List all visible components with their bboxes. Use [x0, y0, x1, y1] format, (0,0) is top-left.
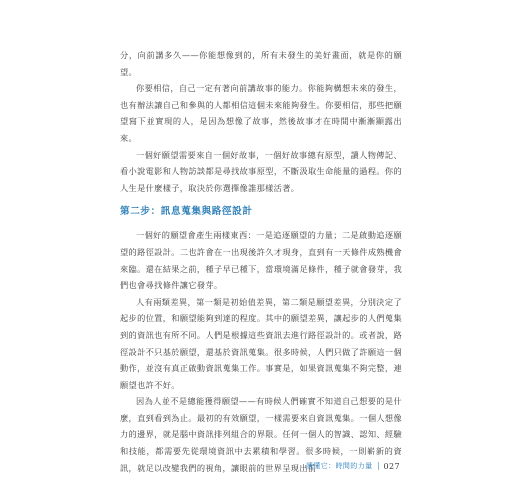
- paragraph: 分，向前講多久——你能想像到的，所有未發生的美好畫面，就是你的願望。: [120, 50, 402, 77]
- paragraph: 人有兩類差異，第一類是初始值差異，第二類是願望差異，分別決定了起步的位置，和願望能夠到達的程度。其中的願望差異，讓起步的人們蒐集到的資訊也有所不同。人們是根據這些資訊去進行路徑設計的。或者說，路徑設計不只基於願望，還基於資訊蒐集。很多時候，人們只做了許願這一個動作，並沒有真正啟動資訊蒐集工作。事實是，如果資訊蒐集不夠完整，連願望也許不好。: [120, 296, 402, 390]
- paragraph: 一個好願望需要來自一個好故事，一個好故事總有原型，讀人物傳記、看小說電影和人物訪談都是尋找故事原型，不斷汲取生命能量的過程。你的人生是什麼樣子，取決於你選擇像誰那樣活著。: [120, 149, 402, 193]
- paragraph: 你要相信，自己一定有著向前講故事的能力。你能夠構想未來的發生，也有辦法讓自己和參與的人都相信這個未來能夠發生。你要相信，那些把願望寫下並實現的人，是因為想像了故事，然後故事才在時間中漸漸顯露出來。: [120, 83, 402, 143]
- page-number: 027: [383, 461, 400, 471]
- page-footer: [306, 461, 400, 471]
- running-title: 讀懂它：時間的力量: [305, 462, 373, 470]
- paragraph: 因為人並不是總能獲得願望——有時候人們確實不知道自己想要的是什麼，直到看到為止。最初的有效願望，一樣需要來自資訊蒐集。一個人想像力的邊界，就是腦中資訊排列組合的界限。任何一個人的智識、認知、經驗和技能，都需要先從環境資訊中去累積和學習。很多時候，一則嶄新的資訊，就足以改變我們的視角，讓眼前的世界呈現出前: [120, 396, 402, 473]
- text-column: [120, 47, 402, 476]
- footer-divider: [378, 462, 379, 470]
- section-heading: 第二步：訊息蒐集與路徑設計: [120, 206, 253, 218]
- paragraph: 一個好的願望會產生兩樣東西：一是追逐願望的力量；二是啟動追逐願望的路徑設計。二也許會在一出現後許久才現身，直到有一天條件成熟機會來臨。還在結果之前，種子早已種下，當環境滿足條件，種子就會發芽，我們也會尋找條件讓它發芽。: [120, 230, 402, 291]
